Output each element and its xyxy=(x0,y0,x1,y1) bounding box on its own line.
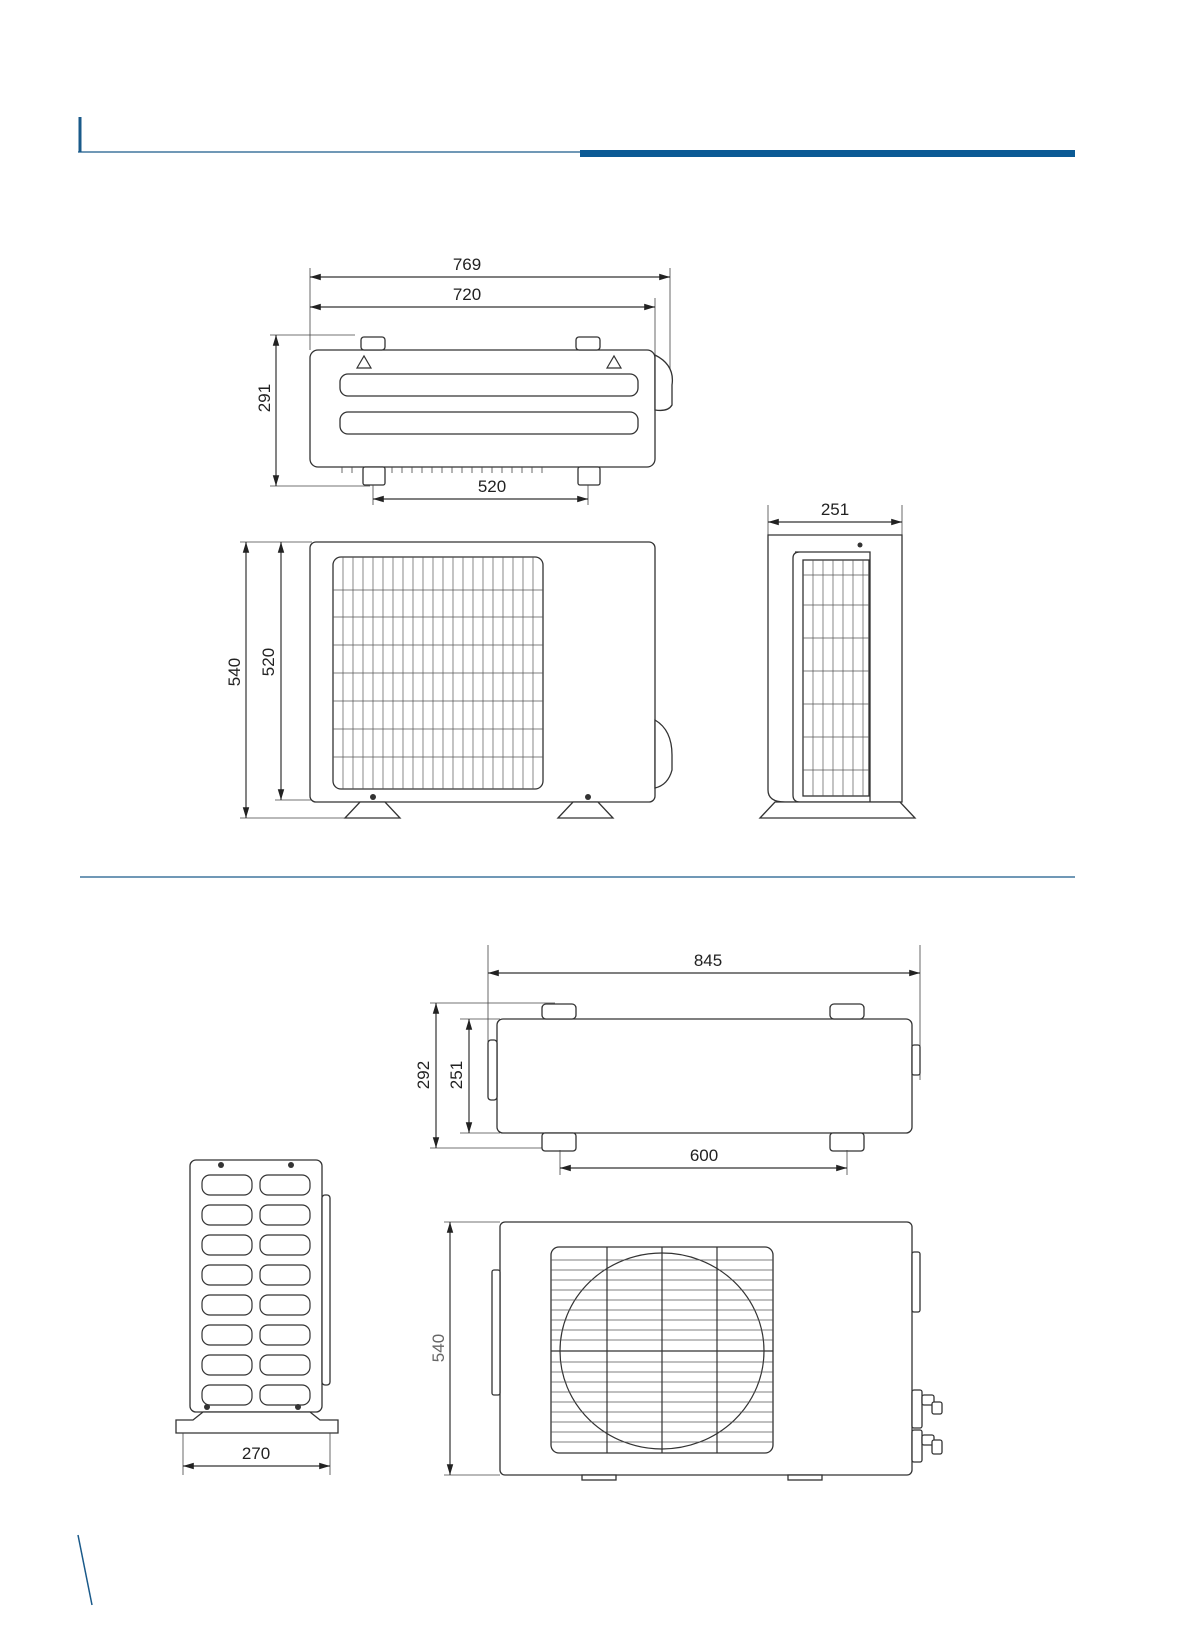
unit-b-front-view xyxy=(444,1222,942,1480)
header-rule xyxy=(78,117,1075,157)
unit-b-side-view xyxy=(176,1160,338,1475)
dim-label-769: 769 xyxy=(452,255,482,274)
header-accent-bar xyxy=(580,150,1075,157)
unit-b-top-view xyxy=(430,945,920,1175)
unit-a-side-view xyxy=(760,505,915,818)
footer-accent-line xyxy=(78,1535,92,1605)
dim-label-291: 291 xyxy=(255,383,274,413)
dim-label-600: 600 xyxy=(689,1146,719,1165)
dim-label-540-b: 540 xyxy=(429,1333,448,1363)
dim-label-845: 845 xyxy=(693,951,723,970)
unit-a-front-view xyxy=(240,542,672,818)
dim-label-251: 251 xyxy=(820,500,850,519)
dim-label-720: 720 xyxy=(452,285,482,304)
dim-label-270: 270 xyxy=(241,1444,271,1463)
dim-label-520-height: 520 xyxy=(259,647,278,677)
dim-label-251-b: 251 xyxy=(447,1060,466,1090)
dim-label-540: 540 xyxy=(225,657,244,687)
dim-label-292: 292 xyxy=(414,1060,433,1090)
dim-label-520-mount: 520 xyxy=(477,477,507,496)
